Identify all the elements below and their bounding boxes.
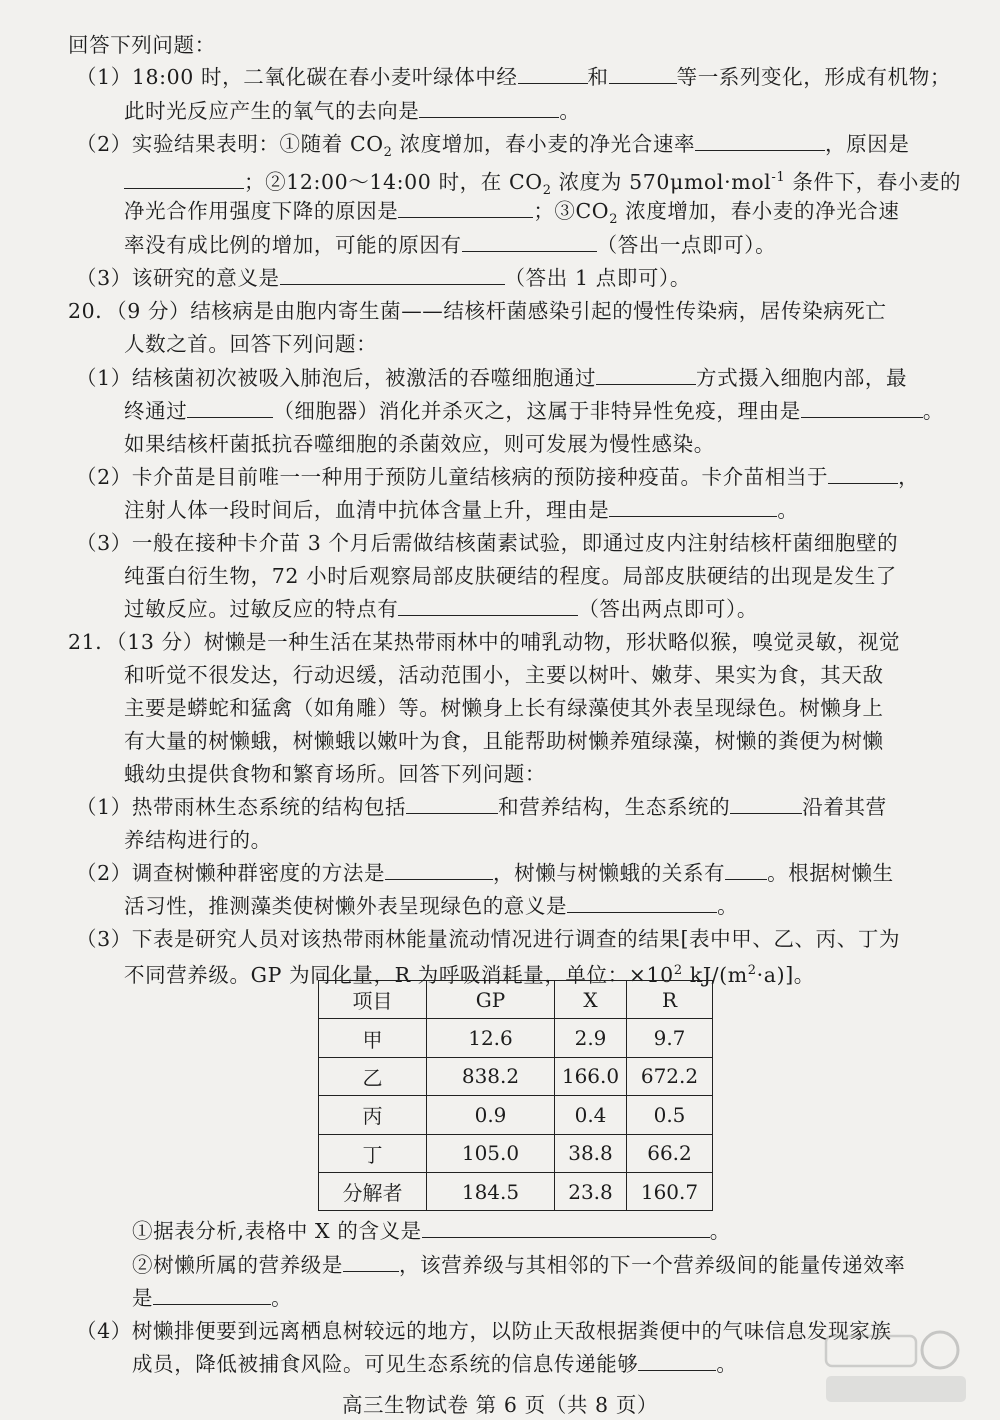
table-header-row xyxy=(319,981,713,1019)
energy-flow-table xyxy=(318,980,713,1211)
q20-3-line3: 过敏反应。过敏反应的特点有 （答出两点即可）。 xyxy=(124,597,758,621)
table-row xyxy=(319,1019,713,1057)
answer-blank[interactable] xyxy=(609,63,677,84)
answer-blank[interactable] xyxy=(725,859,767,880)
table-cell: 672.2 xyxy=(627,1057,713,1095)
q20-3-line2: 纯蛋白衍生物，72 小时后观察局部皮肤硬结的程度。局部皮肤硬结的出现是发生了 xyxy=(124,564,897,588)
q21-2-line1: （2）调查树懒种群密度的方法是 ，树懒与树懒蛾的关系有 。根据树懒生 xyxy=(76,861,894,885)
q19-2-line3: 净光合作用强度下降的原因是 ；$③CO_2$ 浓度增加，春小麦的净光合速 xyxy=(124,199,900,228)
answer-blank[interactable] xyxy=(398,595,578,616)
q21-stem-line4: 有大量的树懒蛾，树懒蛾以嫩叶为食，且能帮助树懒养殖绿藻，树懒的粪便为树懒 xyxy=(124,729,884,753)
q21-1-line1: （1）热带雨林生态系统的结构包括 和营养结构，生态系统的 沿着其营 xyxy=(76,795,887,819)
q19-3: （3）该研究的意义是 （答出 1 点即可）。 xyxy=(76,266,691,290)
q21-3-line2: 不同营养级。GP 为同化量，R 为呼吸消耗量，单位：$\times 10^2$ $kJ/(m^2\cdot a)$]。 xyxy=(124,962,815,987)
answer-blank[interactable] xyxy=(695,130,825,151)
table-cell: 12.6 xyxy=(427,1019,555,1057)
table-header-cell: R xyxy=(627,981,713,1019)
q21-stem-line5: 蛾幼虫提供食物和繁育场所。回答下列问题： xyxy=(124,762,546,786)
q21-stem-line1: 21．（13 分）树懒是一种生活在某热带雨林中的哺乳动物，形状略似猴，嗅觉灵敏，视觉 xyxy=(68,630,901,654)
table-header-cell: 项目 xyxy=(319,981,427,1019)
table-cell: 分解者 xyxy=(319,1172,427,1210)
answer-blank[interactable] xyxy=(422,1217,710,1238)
q21-stem-line3: 主要是蟒蛇和猛禽（如角雕）等。树懒身上长有绿藻使其外表呈现绿色。树懒身上 xyxy=(124,696,884,720)
q21-4-line1: （4）树懒排便要到远离栖息树较远的地方，以防止天敌根据粪便中的气味信息发现家族 xyxy=(76,1319,892,1343)
q19-2-line1: （2）实验结果表明：①随着 $CO_2$ 浓度增加，春小麦的净光合速率 ，原因是 xyxy=(76,132,910,161)
answer-blank[interactable] xyxy=(596,364,696,385)
intro-text: 回答下列问题： xyxy=(68,33,216,57)
q21-3-sub1: ①据表分析,表格中 X 的含义是 。 xyxy=(132,1219,731,1243)
table-row xyxy=(319,1134,713,1172)
q19-2-line4: 率没有成比例的增加，可能的原因有 （答出一点即可）。 xyxy=(124,233,777,257)
answer-blank[interactable] xyxy=(419,97,559,118)
answer-blank[interactable] xyxy=(343,1251,399,1272)
table-cell: 0.4 xyxy=(555,1096,627,1134)
q20-2-line2: 注射人体一段时间后，血清中抗体含量上升，理由是 。 xyxy=(124,498,799,522)
q19-2-line2: ；②12:00～14:00 时，在 $CO_2$ 浓度为 570μmol·mol$^{-1}$ 条件下，春小麦的 xyxy=(124,163,961,206)
table-row xyxy=(319,1096,713,1134)
table-cell: 184.5 xyxy=(427,1172,555,1210)
q21-1-line2: 养结构进行的。 xyxy=(124,828,272,852)
table-header-cell: X xyxy=(555,981,627,1019)
answer-blank[interactable] xyxy=(828,463,898,484)
q19-1-line2: 此时光反应产生的氧气的去向是 。 xyxy=(124,99,581,123)
answer-blank[interactable] xyxy=(609,496,777,517)
table-cell: 38.8 xyxy=(555,1134,627,1172)
table-cell: 0.9 xyxy=(427,1096,555,1134)
q21-4-line2: 成员，降低被捕食风险。可见生态系统的信息传递能够 。 xyxy=(132,1352,738,1376)
table-cell: 2.9 xyxy=(555,1019,627,1057)
q20-1-line2: 终通过 （细胞器）消化并杀灭之，这属于非特异性免疫，理由是 。 xyxy=(124,399,944,423)
q21-3-sub2-line1: ②树懒所属的营养级是 ，该营养级与其相邻的下一个营养级间的能量传递效率 xyxy=(132,1253,906,1277)
table-cell: 838.2 xyxy=(427,1057,555,1095)
q21-3-sub2-line2: 是 。 xyxy=(132,1286,293,1310)
table-cell: 166.0 xyxy=(555,1057,627,1095)
table-cell: 105.0 xyxy=(427,1134,555,1172)
answer-blank[interactable] xyxy=(730,793,802,814)
answer-blank[interactable] xyxy=(462,231,597,252)
answer-blank[interactable] xyxy=(801,397,923,418)
table-cell: 23.8 xyxy=(555,1172,627,1210)
table-cell: 0.5 xyxy=(627,1096,713,1134)
answer-blank[interactable] xyxy=(187,397,273,418)
q21-3-line1: （3）下表是研究人员对该热带雨林能量流动情况进行调查的结果[表中甲、乙、丙、丁为 xyxy=(76,927,901,951)
answer-blank[interactable] xyxy=(385,859,493,880)
q21-stem-line2: 和听觉不很发达，行动迟缓，活动范围小，主要以树叶、嫩芽、果实为食，其天敌 xyxy=(124,663,884,687)
q20-2-line1: （2）卡介苗是目前唯一一种用于预防儿童结核病的预防接种疫苗。卡介苗相当于 ， xyxy=(76,465,920,489)
table-header-cell: GP xyxy=(427,981,555,1019)
table-cell: 66.2 xyxy=(627,1134,713,1172)
table-cell: 丙 xyxy=(319,1096,427,1134)
table-cell: 9.7 xyxy=(627,1019,713,1057)
q21-2-line2: 活习性，推测藻类使树懒外表呈现绿色的意义是 。 xyxy=(124,894,739,918)
q20-stem-line1: 20．（9 分）结核病是由胞内寄生菌——结核杆菌感染引起的慢性传染病，居传染病死亡 xyxy=(68,299,887,323)
answer-blank[interactable] xyxy=(280,264,505,285)
table-cell: 甲 xyxy=(319,1019,427,1057)
answer-blank[interactable] xyxy=(567,892,717,913)
q20-3-line1: （3）一般在接种卡介苗 3 个月后需做结核菌素试验，即通过皮内注射结核杆菌细胞壁的 xyxy=(76,531,899,555)
table-cell: 丁 xyxy=(319,1134,427,1172)
table-row xyxy=(319,1172,713,1210)
answer-blank[interactable] xyxy=(638,1350,716,1371)
answer-blank[interactable] xyxy=(406,793,498,814)
table-row xyxy=(319,1057,713,1095)
q20-1-line3: 如果结核杆菌抵抗吞噬细胞的杀菌效应，则可发展为慢性感染。 xyxy=(124,432,715,456)
answer-blank[interactable] xyxy=(518,63,588,84)
page-footer: 高三生物试卷 第 6 页（共 8 页） xyxy=(341,1393,659,1417)
q19-1-line1: （1）18:00 时，二氧化碳在春小麦叶绿体中经 和 等一系列变化，形成有机物； xyxy=(76,65,951,89)
answer-blank[interactable] xyxy=(153,1284,271,1305)
table-cell: 乙 xyxy=(319,1057,427,1095)
answer-blank[interactable] xyxy=(124,168,244,189)
answer-blank[interactable] xyxy=(398,197,533,218)
q20-stem-line2: 人数之首。回答下列问题： xyxy=(124,332,378,356)
table-cell: 160.7 xyxy=(627,1172,713,1210)
q20-1-line1: （1）结核菌初次被吸入肺泡后，被激活的吞噬细胞通过 方式摄入细胞内部，最 xyxy=(76,366,908,390)
